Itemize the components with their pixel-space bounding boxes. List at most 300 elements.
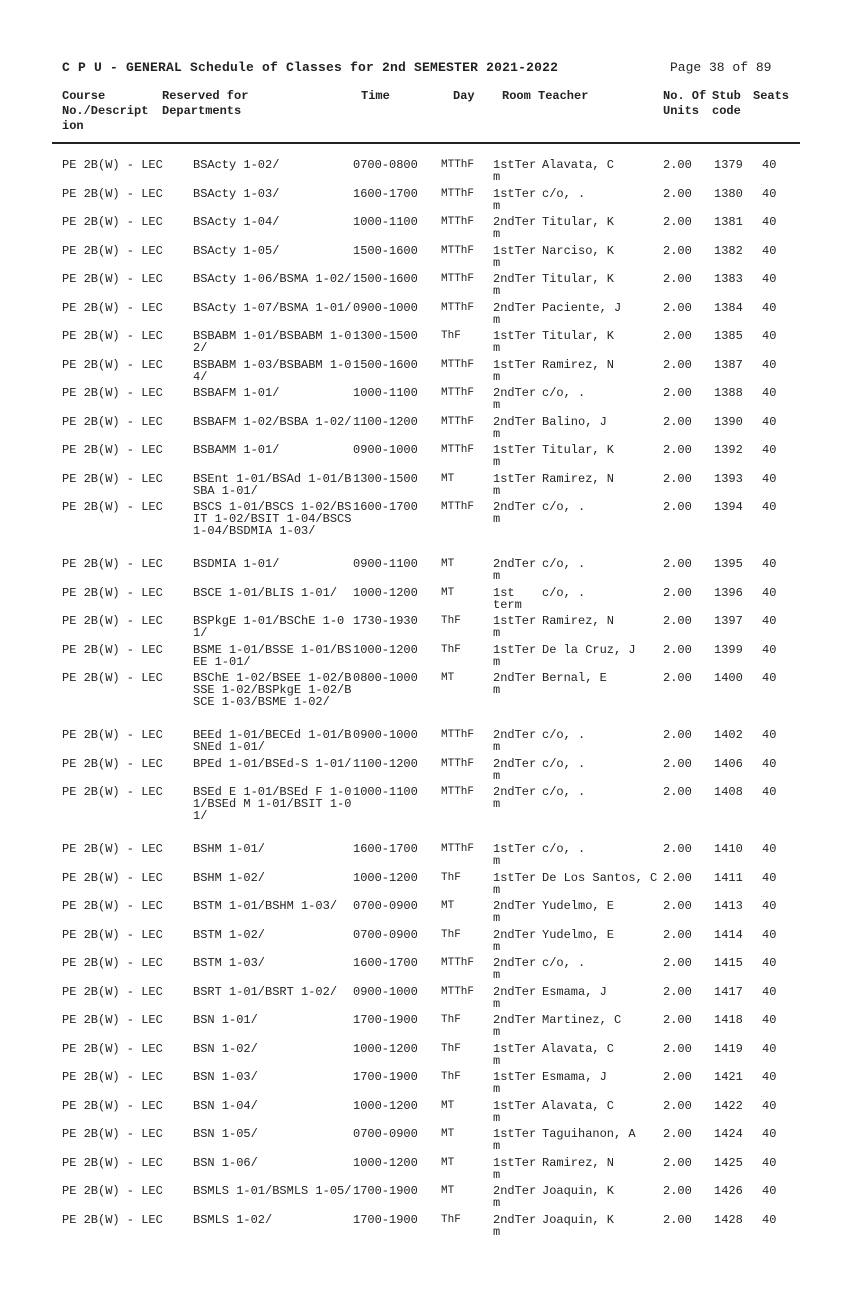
header-seats: Seats	[753, 89, 790, 103]
course-cell: PE 2B(W) - LEC	[62, 842, 163, 856]
table-row	[0, 1071, 850, 1100]
seats-cell: 40	[762, 899, 777, 913]
stub-code-cell: 1413	[714, 899, 743, 913]
seats-cell: 40	[762, 386, 777, 400]
course-cell: PE 2B(W) - LEC	[62, 614, 163, 628]
seats-cell: 40	[762, 1070, 777, 1084]
stub-code-cell: 1428	[714, 1212, 743, 1227]
course-cell: PE 2B(W) - LEC	[62, 1041, 163, 1056]
units-cell: 2.00	[663, 1184, 692, 1198]
seats-cell: 40	[762, 1127, 777, 1141]
course-cell: PE 2B(W) - LEC	[62, 500, 163, 514]
course-cell: PE 2B(W) - LEC	[62, 671, 163, 685]
room-cell: 2ndTer m	[493, 1013, 537, 1039]
table-row	[0, 986, 850, 1015]
teacher-cell: c/o, .	[542, 785, 586, 799]
day-cell: MT	[441, 672, 455, 684]
table-row	[0, 672, 850, 729]
units-cell: 2.00	[663, 842, 692, 856]
reserved-for-cell: BEEd 1-01/BECEd 1-01/BSNEd 1-01/	[193, 728, 352, 754]
day-cell: ThF	[441, 928, 461, 941]
teacher-cell: Ramirez, N	[542, 471, 615, 486]
table-row	[0, 245, 850, 274]
units-cell: 2.00	[663, 386, 692, 400]
reserved-for-cell: BSActy 1-07/BSMA 1-01/	[193, 300, 352, 315]
room-cell: 1stTer m	[493, 357, 537, 384]
seats-cell: 40	[762, 1212, 777, 1227]
reserved-for-cell: BSBABM 1-01/BSBABM 1-02/	[193, 329, 352, 355]
table-row	[0, 501, 850, 558]
table-row	[0, 1128, 850, 1157]
day-cell: MTThF	[441, 985, 475, 998]
units-cell: 2.00	[663, 1127, 692, 1141]
reserved-for-cell: BPEd 1-01/BSEd-S 1-01/	[193, 756, 352, 771]
table-row	[0, 929, 850, 958]
reserved-for-cell: BSActy 1-03/	[193, 186, 280, 201]
teacher-cell: Alavata, C	[542, 1098, 615, 1113]
units-cell: 2.00	[663, 357, 692, 372]
stub-code-cell: 1380	[714, 186, 743, 201]
header-day: Day	[453, 89, 475, 103]
teacher-cell: Narciso, K	[542, 243, 615, 258]
course-cell: PE 2B(W) - LEC	[62, 272, 163, 286]
teacher-cell: De Los Santos, C	[542, 870, 658, 885]
seats-cell: 40	[762, 215, 777, 229]
seats-cell: 40	[762, 1155, 777, 1170]
day-cell: MT	[441, 472, 455, 485]
course-cell: PE 2B(W) - LEC	[62, 756, 163, 771]
time-cell: 1000-1100	[353, 386, 418, 400]
stub-code-cell: 1419	[714, 1041, 743, 1056]
room-cell: 1stTer m	[493, 870, 537, 897]
day-cell: MT	[441, 1185, 455, 1197]
course-cell: PE 2B(W) - LEC	[62, 386, 163, 400]
stub-code-cell: 1424	[714, 1127, 743, 1141]
time-cell: 1000-1200	[353, 1155, 418, 1170]
seats-cell: 40	[762, 557, 777, 571]
room-cell: 1stTer m	[493, 471, 537, 498]
reserved-for-cell: BSTM 1-03/	[193, 956, 266, 970]
header-reserved: Reserved for Departments	[162, 89, 249, 118]
time-cell: 1700-1900	[353, 1013, 418, 1027]
reserved-for-cell: BSCS 1-01/BSCS 1-02/BSIT 1-02/BSIT 1-04/BSCS 1-04/BSDMIA 1-03/	[193, 500, 352, 538]
room-cell: 2ndTer m	[493, 785, 537, 811]
units-cell: 2.00	[663, 614, 692, 628]
reserved-for-cell: BSPkgE 1-01/BSChE 1-01/	[193, 614, 345, 640]
time-cell: 1600-1700	[353, 956, 418, 970]
header-units: No. Of Units	[663, 89, 707, 118]
table-row	[0, 786, 850, 843]
room-cell: 1stTer m	[493, 1127, 537, 1153]
seats-cell: 40	[762, 585, 777, 600]
time-cell: 1000-1100	[353, 215, 418, 229]
seats-cell: 40	[762, 414, 777, 429]
header-rule	[52, 142, 800, 144]
seats-cell: 40	[762, 329, 777, 343]
table-row	[0, 273, 850, 302]
table-row	[0, 1214, 850, 1243]
room-cell: 1stTer m	[493, 1070, 537, 1096]
time-cell: 1000-1200	[353, 1098, 418, 1113]
units-cell: 2.00	[663, 215, 692, 229]
teacher-cell: c/o, .	[542, 186, 586, 201]
teacher-cell: c/o, .	[542, 842, 586, 856]
day-cell: ThF	[441, 1213, 461, 1226]
room-cell: 2ndTer m	[493, 557, 537, 583]
teacher-cell: De la Cruz, J	[542, 642, 636, 657]
course-cell: PE 2B(W) - LEC	[62, 329, 163, 343]
room-cell: 2ndTer m	[493, 215, 537, 241]
table-row	[0, 758, 850, 787]
units-cell: 2.00	[663, 728, 692, 742]
time-cell: 0700-0900	[353, 927, 418, 942]
room-cell: 2ndTer m	[493, 756, 537, 783]
day-cell: MTThF	[441, 415, 475, 428]
day-cell: MTThF	[441, 729, 475, 741]
course-cell: PE 2B(W) - LEC	[62, 557, 163, 571]
units-cell: 2.00	[663, 785, 692, 799]
reserved-for-cell: BSActy 1-05/	[193, 243, 280, 258]
table-row	[0, 872, 850, 901]
units-cell: 2.00	[663, 1013, 692, 1027]
reserved-for-cell: BSN 1-06/	[193, 1155, 258, 1170]
room-cell: 2ndTer m	[493, 300, 537, 327]
day-cell: ThF	[441, 615, 461, 627]
time-cell: 0700-0900	[353, 899, 418, 913]
stub-code-cell: 1422	[714, 1098, 743, 1113]
teacher-cell: c/o, .	[542, 756, 586, 771]
teacher-cell: Titular, K	[542, 272, 615, 286]
day-cell: MTThF	[441, 957, 475, 969]
reserved-for-cell: BSDMIA 1-01/	[193, 557, 280, 571]
schedule-table	[0, 159, 850, 1242]
reserved-for-cell: BSN 1-03/	[193, 1070, 258, 1084]
reserved-for-cell: BSActy 1-02/	[193, 158, 280, 172]
teacher-cell: Joaquin, K	[542, 1212, 615, 1227]
teacher-cell: c/o, .	[542, 585, 586, 600]
stub-code-cell: 1395	[714, 557, 743, 571]
stub-code-cell: 1411	[714, 870, 743, 885]
course-cell: PE 2B(W) - LEC	[62, 215, 163, 229]
day-cell: MT	[441, 586, 455, 599]
units-cell: 2.00	[663, 927, 692, 942]
units-cell: 2.00	[663, 642, 692, 657]
room-cell: 1stTer m	[493, 614, 537, 640]
time-cell: 1100-1200	[353, 414, 418, 429]
course-cell: PE 2B(W) - LEC	[62, 471, 163, 486]
teacher-cell: Ramirez, N	[542, 1155, 615, 1170]
time-cell: 0900-1000	[353, 728, 418, 742]
course-cell: PE 2B(W) - LEC	[62, 956, 163, 970]
stub-code-cell: 1421	[714, 1070, 743, 1084]
time-cell: 1000-1200	[353, 1041, 418, 1056]
seats-cell: 40	[762, 842, 777, 856]
seats-cell: 40	[762, 642, 777, 657]
table-row	[0, 416, 850, 445]
teacher-cell: Titular, K	[542, 329, 615, 343]
stub-code-cell: 1417	[714, 984, 743, 999]
stub-code-cell: 1418	[714, 1013, 743, 1027]
units-cell: 2.00	[663, 671, 692, 685]
stub-code-cell: 1399	[714, 642, 743, 657]
table-row	[0, 159, 850, 188]
room-cell: 1stTer m	[493, 158, 537, 184]
time-cell: 0800-1000	[353, 671, 418, 685]
course-cell: PE 2B(W) - LEC	[62, 1013, 163, 1027]
header-code: Stub code	[712, 89, 741, 118]
room-cell: 2ndTer m	[493, 927, 537, 954]
table-row	[0, 302, 850, 331]
teacher-cell: Ramirez, N	[542, 357, 615, 372]
seats-cell: 40	[762, 756, 777, 771]
day-cell: MTThF	[441, 786, 475, 798]
room-cell: 2ndTer m	[493, 728, 537, 754]
reserved-for-cell: BSBAFM 1-02/BSBA 1-02/	[193, 414, 352, 429]
reserved-for-cell: BSBAFM 1-01/	[193, 386, 280, 400]
units-cell: 2.00	[663, 1212, 692, 1227]
day-cell: ThF	[441, 643, 461, 656]
course-cell: PE 2B(W) - LEC	[62, 357, 163, 372]
units-cell: 2.00	[663, 1070, 692, 1084]
reserved-for-cell: BSBABM 1-03/BSBABM 1-04/	[193, 357, 352, 384]
stub-code-cell: 1396	[714, 585, 743, 600]
teacher-cell: Esmama, J	[542, 984, 607, 999]
teacher-cell: Alavata, C	[542, 158, 615, 172]
seats-cell: 40	[762, 357, 777, 372]
reserved-for-cell: BSActy 1-04/	[193, 215, 280, 229]
day-cell: MTThF	[441, 187, 475, 200]
stub-code-cell: 1415	[714, 956, 743, 970]
room-cell: 1stTer m	[493, 443, 537, 469]
teacher-cell: Taguihanon, A	[542, 1127, 636, 1141]
teacher-cell: Ramirez, N	[542, 614, 615, 628]
time-cell: 1600-1700	[353, 842, 418, 856]
schedule-title: C P U - GENERAL Schedule of Classes for 2nd SEMESTER 2021-2022	[62, 60, 559, 75]
table-row	[0, 473, 850, 502]
time-cell: 0900-1000	[353, 443, 418, 457]
time-cell: 1000-1200	[353, 642, 418, 657]
course-cell: PE 2B(W) - LEC	[62, 1155, 163, 1170]
day-cell: MTThF	[441, 843, 475, 855]
room-cell: 1stTer m	[493, 243, 537, 270]
units-cell: 2.00	[663, 414, 692, 429]
seats-cell: 40	[762, 614, 777, 628]
stub-code-cell: 1410	[714, 842, 743, 856]
time-cell: 0700-0800	[353, 158, 418, 172]
time-cell: 1300-1500	[353, 329, 418, 343]
course-cell: PE 2B(W) - LEC	[62, 1098, 163, 1113]
stub-code-cell: 1390	[714, 414, 743, 429]
day-cell: MTThF	[441, 757, 475, 770]
day-cell: MTThF	[441, 301, 475, 314]
reserved-for-cell: BSHM 1-01/	[193, 842, 266, 856]
seats-cell: 40	[762, 870, 777, 885]
room-cell: 2ndTer m	[493, 272, 537, 298]
time-cell: 1500-1600	[353, 272, 418, 286]
teacher-cell: Titular, K	[542, 443, 615, 457]
units-cell: 2.00	[663, 756, 692, 771]
day-cell: MTThF	[441, 273, 475, 285]
seats-cell: 40	[762, 728, 777, 742]
time-cell: 1600-1700	[353, 500, 418, 514]
table-row	[0, 1014, 850, 1043]
seats-cell: 40	[762, 443, 777, 457]
day-cell: MTThF	[441, 216, 475, 228]
room-cell: 1st term	[493, 585, 522, 612]
reserved-for-cell: BSCE 1-01/BLIS 1-01/	[193, 585, 338, 600]
day-cell: MTThF	[441, 159, 475, 171]
time-cell: 1000-1100	[353, 785, 418, 799]
day-cell: ThF	[441, 1014, 461, 1026]
room-cell: 1stTer m	[493, 186, 537, 213]
teacher-cell: c/o, .	[542, 956, 586, 970]
table-row	[0, 1100, 850, 1129]
table-row	[0, 615, 850, 644]
room-cell: 1stTer m	[493, 1155, 537, 1182]
teacher-cell: Martinez, C	[542, 1013, 622, 1027]
reserved-for-cell: BSN 1-02/	[193, 1041, 258, 1056]
stub-code-cell: 1379	[714, 158, 743, 172]
course-cell: PE 2B(W) - LEC	[62, 899, 163, 913]
day-cell: MTThF	[441, 244, 475, 257]
day-cell: MT	[441, 1128, 455, 1140]
teacher-cell: c/o, .	[542, 500, 586, 514]
course-cell: PE 2B(W) - LEC	[62, 642, 163, 657]
day-cell: MT	[441, 900, 455, 912]
table-row	[0, 188, 850, 217]
room-cell: 2ndTer m	[493, 671, 537, 697]
teacher-cell: Alavata, C	[542, 1041, 615, 1056]
stub-code-cell: 1414	[714, 927, 743, 942]
day-cell: MTThF	[441, 444, 475, 456]
time-cell: 1700-1900	[353, 1070, 418, 1084]
header-course: Course No./Descript ion	[62, 89, 149, 133]
header-time: Time	[361, 89, 390, 103]
units-cell: 2.00	[663, 272, 692, 286]
reserved-for-cell: BSTM 1-02/	[193, 927, 266, 942]
stub-code-cell: 1392	[714, 443, 743, 457]
stub-code-cell: 1387	[714, 357, 743, 372]
table-row	[0, 216, 850, 245]
course-cell: PE 2B(W) - LEC	[62, 984, 163, 999]
course-cell: PE 2B(W) - LEC	[62, 1184, 163, 1198]
teacher-cell: Paciente, J	[542, 300, 622, 315]
table-row	[0, 330, 850, 359]
reserved-for-cell: BSChE 1-02/BSEE 1-02/BSSE 1-02/BSPkgE 1-02/BSCE 1-03/BSME 1-02/	[193, 671, 352, 709]
course-cell: PE 2B(W) - LEC	[62, 870, 163, 885]
reserved-for-cell: BSEd E 1-01/BSEd F 1-01/BSEd M 1-01/BSIT 1-01/	[193, 785, 352, 823]
header-room-teacher: Room Teacher	[502, 89, 589, 103]
day-cell: ThF	[441, 330, 461, 342]
room-cell: 2ndTer m	[493, 414, 537, 441]
room-cell: 1stTer m	[493, 1098, 537, 1125]
seats-cell: 40	[762, 1184, 777, 1198]
room-cell: 2ndTer m	[493, 984, 537, 1011]
teacher-cell: c/o, .	[542, 386, 586, 400]
course-cell: PE 2B(W) - LEC	[62, 785, 163, 799]
course-cell: PE 2B(W) - LEC	[62, 728, 163, 742]
units-cell: 2.00	[663, 300, 692, 315]
time-cell: 1700-1900	[353, 1184, 418, 1198]
course-cell: PE 2B(W) - LEC	[62, 243, 163, 258]
day-cell: MT	[441, 1099, 455, 1112]
table-row	[0, 587, 850, 616]
page-number: Page 38 of 89	[670, 60, 772, 75]
reserved-for-cell: BSRT 1-01/BSRT 1-02/	[193, 984, 338, 999]
day-cell: MTThF	[441, 501, 475, 513]
table-row	[0, 444, 850, 473]
reserved-for-cell: BSMLS 1-01/BSMLS 1-05/	[193, 1184, 352, 1198]
seats-cell: 40	[762, 984, 777, 999]
course-cell: PE 2B(W) - LEC	[62, 443, 163, 457]
course-cell: PE 2B(W) - LEC	[62, 1070, 163, 1084]
table-row	[0, 1185, 850, 1214]
table-row	[0, 900, 850, 929]
time-cell: 0900-1000	[353, 984, 418, 999]
units-cell: 2.00	[663, 899, 692, 913]
table-row	[0, 387, 850, 416]
course-cell: PE 2B(W) - LEC	[62, 186, 163, 201]
table-row	[0, 729, 850, 758]
stub-code-cell: 1408	[714, 785, 743, 799]
time-cell: 0900-1100	[353, 557, 418, 571]
table-row	[0, 644, 850, 673]
reserved-for-cell: BSN 1-05/	[193, 1127, 258, 1141]
units-cell: 2.00	[663, 870, 692, 885]
units-cell: 2.00	[663, 471, 692, 486]
time-cell: 1100-1200	[353, 756, 418, 771]
stub-code-cell: 1384	[714, 300, 743, 315]
units-cell: 2.00	[663, 984, 692, 999]
teacher-cell: Joaquin, K	[542, 1184, 615, 1198]
units-cell: 2.00	[663, 585, 692, 600]
day-cell: ThF	[441, 871, 461, 884]
course-cell: PE 2B(W) - LEC	[62, 414, 163, 429]
course-cell: PE 2B(W) - LEC	[62, 300, 163, 315]
time-cell: 1730-1930	[353, 614, 418, 628]
course-cell: PE 2B(W) - LEC	[62, 1212, 163, 1227]
day-cell: MT	[441, 558, 455, 570]
seats-cell: 40	[762, 1013, 777, 1027]
reserved-for-cell: BSMLS 1-02/	[193, 1212, 273, 1227]
room-cell: 2ndTer m	[493, 386, 537, 412]
day-cell: MTThF	[441, 387, 475, 399]
stub-code-cell: 1382	[714, 243, 743, 258]
seats-cell: 40	[762, 671, 777, 685]
time-cell: 1300-1500	[353, 471, 418, 486]
units-cell: 2.00	[663, 956, 692, 970]
teacher-cell: c/o, .	[542, 557, 586, 571]
seats-cell: 40	[762, 1041, 777, 1056]
stub-code-cell: 1394	[714, 500, 743, 514]
room-cell: 1stTer m	[493, 1041, 537, 1068]
units-cell: 2.00	[663, 557, 692, 571]
day-cell: MTThF	[441, 358, 475, 371]
course-cell: PE 2B(W) - LEC	[62, 927, 163, 942]
reserved-for-cell: BSBAMM 1-01/	[193, 443, 280, 457]
teacher-cell: Yudelmo, E	[542, 927, 615, 942]
units-cell: 2.00	[663, 158, 692, 172]
units-cell: 2.00	[663, 443, 692, 457]
course-cell: PE 2B(W) - LEC	[62, 1127, 163, 1141]
day-cell: ThF	[441, 1071, 461, 1083]
course-cell: PE 2B(W) - LEC	[62, 585, 163, 600]
reserved-for-cell: BSN 1-04/	[193, 1098, 258, 1113]
table-row	[0, 843, 850, 872]
stub-code-cell: 1393	[714, 471, 743, 486]
stub-code-cell: 1425	[714, 1155, 743, 1170]
reserved-for-cell: BSEnt 1-01/BSAd 1-01/BSBA 1-01/	[193, 471, 352, 498]
